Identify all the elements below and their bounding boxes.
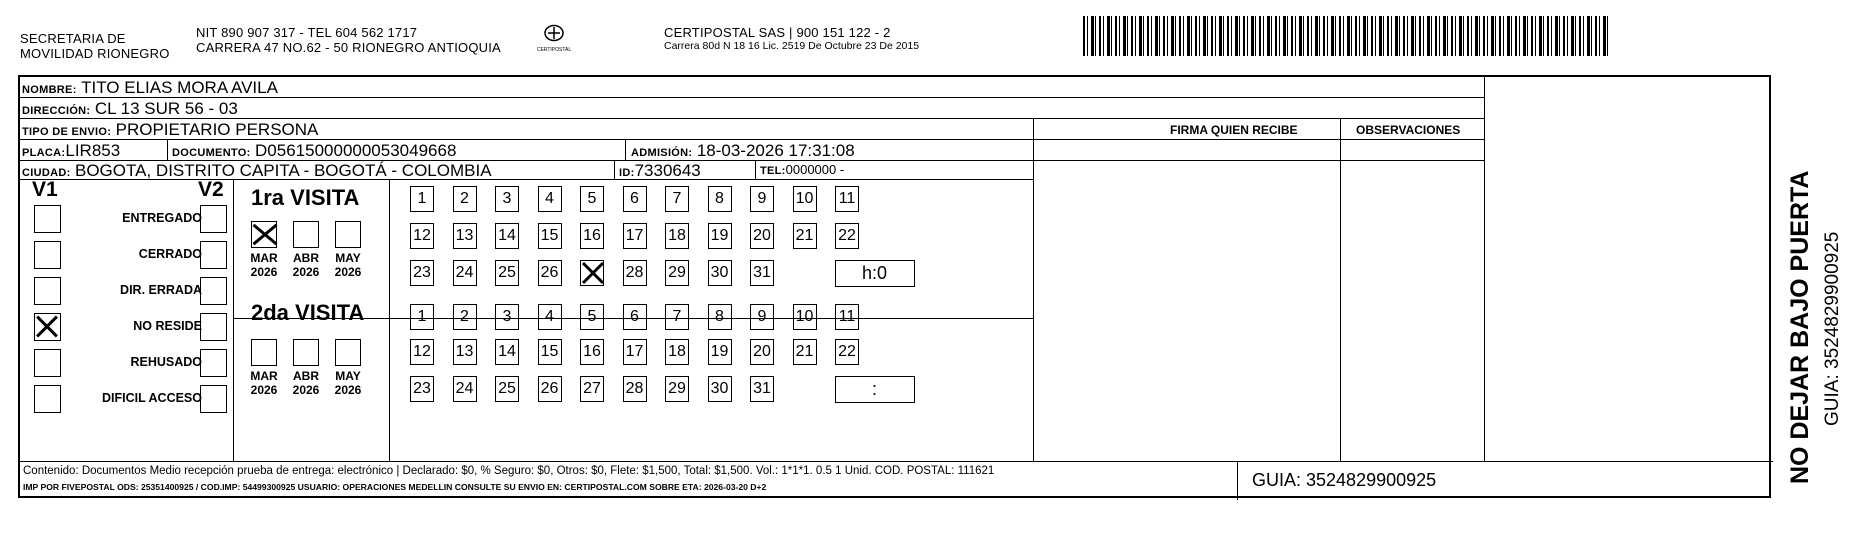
day-box[interactable]: 19 (708, 223, 732, 249)
day-box[interactable]: 17 (623, 339, 647, 365)
day-box[interactable]: 7 (665, 304, 689, 330)
day-box[interactable]: 28 (623, 260, 647, 286)
documento-field (172, 141, 456, 161)
v1-checkbox[interactable] (34, 205, 61, 233)
day-box[interactable]: 3 (495, 186, 519, 212)
month-checkbox[interactable] (293, 339, 319, 366)
placa-label: PLACA: (22, 147, 66, 159)
day-box[interactable]: 19 (708, 339, 732, 365)
v2-checkbox[interactable] (200, 205, 227, 233)
issuer-line2: MOVILIDAD RIONEGRO (20, 46, 170, 61)
day-box[interactable]: 14 (495, 223, 519, 249)
cross-mark-icon (581, 261, 605, 285)
day-box[interactable]: 9 (750, 186, 774, 212)
certipostal-logo-icon (543, 24, 565, 42)
day-box[interactable]: 4 (538, 186, 562, 212)
day-box[interactable]: 6 (623, 304, 647, 330)
day-box[interactable]: 2 (453, 186, 477, 212)
id-value: 7330643 (634, 161, 701, 180)
guia-footer: GUIA: 3524829900925 (1252, 470, 1437, 490)
v2-checkbox[interactable] (200, 313, 227, 341)
admision-value: 18-03-2026 17:31:08 (696, 141, 855, 160)
day-box[interactable]: 18 (665, 339, 689, 365)
day-box[interactable]: 12 (410, 223, 434, 249)
day-box[interactable]: 31 (750, 260, 774, 286)
firma-header: FIRMA QUIEN RECIBE (1170, 123, 1298, 137)
v1-header: V1 (32, 178, 58, 201)
direccion-label: DIRECCIÓN: (22, 105, 91, 117)
day-box[interactable]: 29 (665, 260, 689, 286)
month-checkbox[interactable] (335, 339, 361, 366)
day-box[interactable]: 17 (623, 223, 647, 249)
day-box[interactable]: 5 (580, 186, 604, 212)
visit2-title: 2da VISITA (251, 300, 365, 325)
time-box[interactable]: : (835, 376, 915, 403)
status-label: DIFICIL ACCESO (101, 391, 202, 405)
tel-field (760, 161, 844, 179)
admision-label: ADMISIÓN: (631, 147, 693, 159)
barcode (1083, 16, 1610, 56)
status-label: ENTREGADO (122, 211, 202, 225)
nit-line: NIT 890 907 317 - TEL 604 562 1717 (196, 25, 418, 40)
id-field (619, 161, 701, 181)
v1-checkbox[interactable] (34, 385, 61, 413)
day-box[interactable]: 25 (495, 376, 519, 402)
day-box[interactable]: 12 (410, 339, 434, 365)
day-box[interactable]: 1 (410, 186, 434, 212)
v2-header: V2 (198, 178, 224, 201)
day-box[interactable]: 22 (835, 223, 859, 249)
day-box[interactable]: 30 (708, 376, 732, 402)
ciudad-label: CIUDAD: (22, 167, 71, 179)
issuer-contact (196, 25, 501, 55)
day-box[interactable]: 9 (750, 304, 774, 330)
day-box[interactable]: 4 (538, 304, 562, 330)
v1-checkbox[interactable] (34, 313, 61, 341)
year-label: 2026 (334, 383, 362, 397)
month-label: MAY (335, 251, 361, 265)
status-label: NO RESIDE (133, 319, 202, 333)
day-box[interactable]: 24 (453, 260, 477, 286)
v2-checkbox[interactable] (200, 385, 227, 413)
day-box[interactable]: 22 (835, 339, 859, 365)
nombre-value: TITO ELIAS MORA AVILA (81, 78, 278, 97)
day-box[interactable]: 20 (750, 223, 774, 249)
day-box[interactable]: 2 (453, 304, 477, 330)
month-label: MAR (250, 251, 278, 265)
year-label: 2026 (292, 383, 320, 397)
side-guia: GUIA: 3524829900925 (1822, 231, 1843, 426)
day-box[interactable]: 13 (453, 223, 477, 249)
ciudad-field (22, 161, 492, 181)
month-label: ABR (293, 251, 319, 265)
logo-text: CERTIPOSTAL (536, 47, 572, 53)
courier-info (664, 25, 919, 53)
nombre-row (22, 78, 278, 98)
placa-value: LIR853 (65, 141, 121, 160)
day-box[interactable]: 30 (708, 260, 732, 286)
day-box[interactable]: 8 (708, 186, 732, 212)
v2-checkbox[interactable] (200, 349, 227, 377)
day-box[interactable]: 14 (495, 339, 519, 365)
day-box[interactable]: 5 (580, 304, 604, 330)
nombre-label: NOMBRE: (22, 84, 77, 96)
v2-checkbox[interactable] (200, 241, 227, 269)
tipo-row (22, 120, 318, 140)
day-box[interactable]: 6 (623, 186, 647, 212)
day-box[interactable]: 13 (453, 339, 477, 365)
day-box[interactable]: 26 (538, 260, 562, 286)
month-label: MAY (335, 369, 361, 383)
status-label: DIR. ERRADA (120, 283, 202, 297)
day-box[interactable]: 3 (495, 304, 519, 330)
year-label: 2026 (250, 383, 278, 397)
day-box[interactable]: 1 (410, 304, 434, 330)
day-box[interactable]: 16 (580, 339, 604, 365)
documento-label: DOCUMENTO: (172, 147, 251, 159)
v1-checkbox[interactable] (34, 277, 61, 305)
day-box[interactable]: 25 (495, 260, 519, 286)
tipo-label: TIPO DE ENVIO: (22, 126, 112, 138)
ciudad-value: BOGOTA, DISTRITO CAPITA - BOGOTÁ - COLOMBIA (75, 161, 492, 180)
day-box[interactable]: 16 (580, 223, 604, 249)
day-box[interactable]: 24 (453, 376, 477, 402)
day-box[interactable]: 15 (538, 223, 562, 249)
day-box[interactable]: 31 (750, 376, 774, 402)
v2-checkbox[interactable] (200, 277, 227, 305)
year-label: 2026 (292, 265, 320, 279)
year-label: 2026 (250, 265, 278, 279)
day-box[interactable]: 23 (410, 260, 434, 286)
day-box[interactable]: 29 (665, 376, 689, 402)
day-box[interactable]: 15 (538, 339, 562, 365)
day-box[interactable]: 11 (835, 186, 859, 212)
issuer-line1: SECRETARIA DE (20, 31, 126, 46)
tel-label: TEL: (760, 165, 786, 177)
day-box[interactable]: 8 (708, 304, 732, 330)
courier-line2: Carrera 80d N 18 16 Lic. 2519 De Octubre 23 De 2015 (664, 40, 920, 52)
month-checkbox[interactable] (293, 221, 319, 248)
tipo-value: PROPIETARIO PERSONA (115, 120, 319, 139)
documento-value: D05615000000053049668 (255, 141, 457, 160)
delivery-form (18, 75, 1771, 498)
contenido-line: Contenido: Documentos Medio recepción prueba de entrega: electrónico | Declarado: $0, % Seguro: $0, Otros: $0, Flete: $1,500, Total: $1,500. Vol.: 1*1*1. 0.5 1 Unid. COD. POSTAL: 111621 (23, 465, 995, 477)
day-box[interactable]: 7 (665, 186, 689, 212)
month-label: MAR (250, 369, 278, 383)
tel-value: 0000000 - (785, 162, 845, 177)
day-box[interactable]: 21 (793, 339, 817, 365)
month-checkbox[interactable] (251, 221, 277, 248)
day-box[interactable]: 28 (623, 376, 647, 402)
issuer-name (20, 31, 170, 61)
imp-line: IMP POR FIVEPOSTAL ODS: 25351400925 / COD.IMP: 54499300925 USUARIO: OPERACIONES MEDELLIN CONSULTE SU ENVIO EN: CERTIPOSTAL.COM SOBRE ETA: 2026-03-20 D+2 (23, 482, 767, 492)
status-label: CERRADO (138, 247, 202, 261)
day-box[interactable]: 18 (665, 223, 689, 249)
time-box[interactable]: h:0 (835, 260, 915, 287)
direccion-row (22, 99, 238, 119)
admision-field (631, 141, 855, 161)
day-box[interactable]: 10 (793, 304, 817, 330)
visit1-title: 1ra VISITA (251, 185, 360, 210)
v1-checkbox[interactable] (34, 241, 61, 269)
courier-logo (534, 24, 574, 53)
direccion-value: CL 13 SUR 56 - 03 (94, 99, 238, 118)
v1-checkbox[interactable] (34, 349, 61, 377)
day-box[interactable]: 11 (835, 304, 859, 330)
id-label: ID: (619, 167, 635, 179)
day-box[interactable] (580, 260, 604, 286)
status-label: REHUSADO (130, 355, 202, 369)
month-label: ABR (293, 369, 319, 383)
month-checkbox[interactable] (335, 221, 361, 248)
day-box[interactable]: 20 (750, 339, 774, 365)
day-box[interactable]: 27 (580, 376, 604, 402)
day-box[interactable]: 26 (538, 376, 562, 402)
side-warning: NO DEJAR BAJO PUERTA (1786, 170, 1814, 484)
day-box[interactable]: 21 (793, 223, 817, 249)
address-line: CARRERA 47 NO.62 - 50 RIONEGRO ANTIOQUIA (196, 40, 501, 55)
observaciones-header: OBSERVACIONES (1356, 123, 1461, 137)
day-box[interactable]: 10 (793, 186, 817, 212)
year-label: 2026 (334, 265, 362, 279)
courier-line1: CERTIPOSTAL SAS | 900 151 122 - 2 (664, 25, 891, 40)
placa-field (22, 141, 120, 161)
day-box[interactable]: 23 (410, 376, 434, 402)
month-checkbox[interactable] (251, 339, 277, 366)
